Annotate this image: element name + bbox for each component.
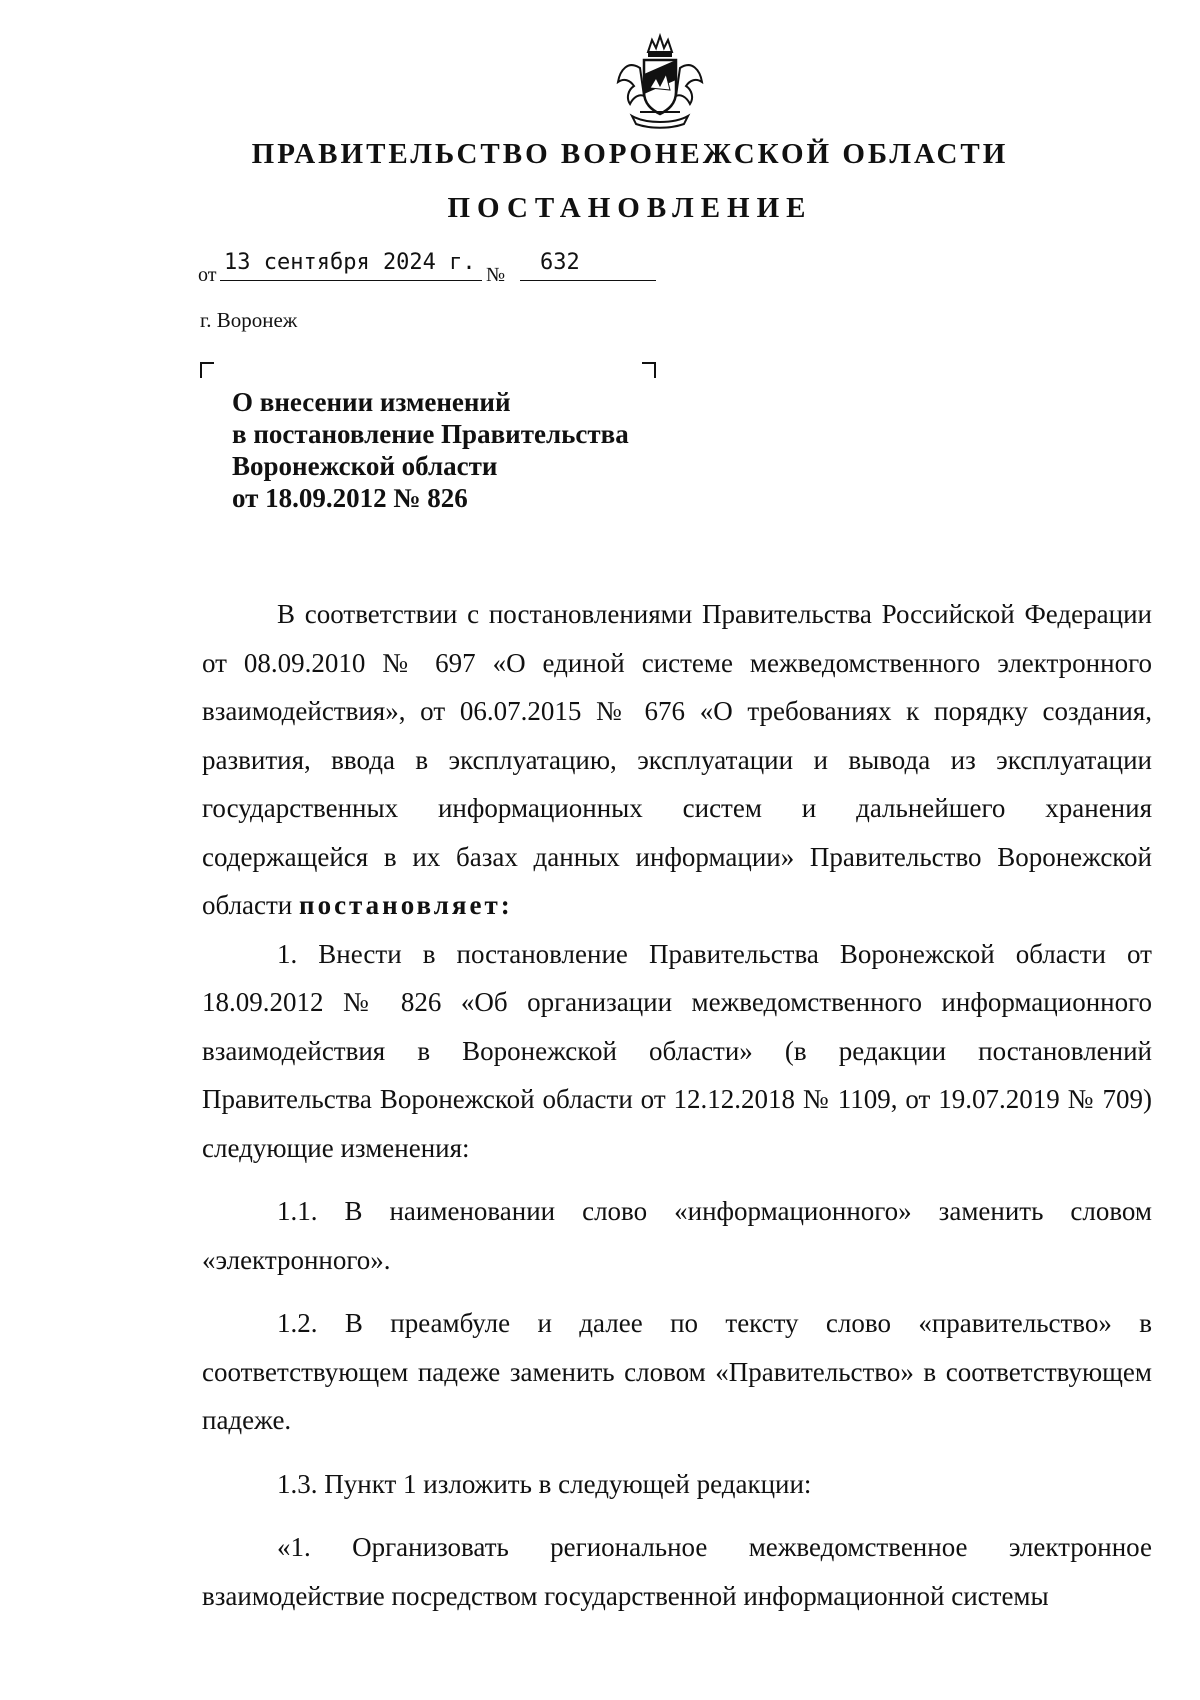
subject-line: О внесении изменений	[232, 387, 511, 417]
registration-line	[198, 250, 678, 290]
document-type: ПОСТАНОВЛЕНИЕ	[447, 192, 813, 224]
date-field	[220, 250, 482, 281]
subject-line: от 18.09.2012 № 826	[232, 483, 468, 513]
document-number: 632	[540, 250, 580, 275]
paragraph-1-3-quote: «1. Организовать региональное межведомственное электронное взаимодействие посредством государственной информационной системы	[202, 1532, 1152, 1611]
government-title: ПРАВИТЕЛЬСТВО ВОРОНЕЖСКОЙ ОБЛАСТИ	[251, 138, 1009, 170]
paragraph-1-1: 1.1. В наименовании слово «информационного» заменить словом «электронного».	[202, 1196, 1152, 1275]
voronezh-coat-of-arms-icon	[610, 30, 710, 130]
document-body	[202, 590, 1152, 1620]
paragraph-1-2: 1.2. В преамбуле и далее по тексту слово «правительство» в соответствующем падеже заменить словом «Правительство» в соответствующем падеже.	[202, 1308, 1152, 1435]
paragraph-1-3: 1.3. Пункт 1 изложить в следующей редакции:	[277, 1468, 812, 1499]
number-field	[520, 250, 656, 281]
document-subject	[232, 386, 629, 514]
number-sign: №	[486, 264, 506, 286]
decree-word: постановляет:	[299, 890, 513, 920]
paragraph-1: 1. Внести в постановление Правительства Воронежской области от 18.09.2012 № 826 «Об организации межведомственного информационного взаимодействия в Воронежской области» (в редакции постановлений Правительства Воронежской области от 12.12.2018 № 1109, от 19.07.2019 № 709) следующие изменения:	[202, 938, 1152, 1163]
preamble-text: В соответствии с постановлениями Правительства Российской Федерации от 08.09.2010 № 697 «О единой системе межведомственного электронного взаимодействия», от 06.07.2015 № 676 «О требованиях к порядку создания, развития, ввода в эксплуатацию, эксплуатации и вывода из эксплуатации государственных информационных систем и дальнейшего хранения содержащейся в их базах данных информации» Правительство Воронежской области	[202, 599, 1152, 920]
subject-corner-left	[200, 362, 214, 378]
city: г. Воронеж	[200, 308, 298, 332]
document-date: 13 сентября 2024 г.	[224, 250, 476, 275]
subject-line: Воронежской области	[232, 451, 498, 481]
date-prefix: от	[198, 264, 217, 286]
subject-corner-right	[642, 362, 656, 378]
subject-line: в постановление Правительства	[232, 419, 629, 449]
preamble-paragraph	[202, 590, 1152, 930]
